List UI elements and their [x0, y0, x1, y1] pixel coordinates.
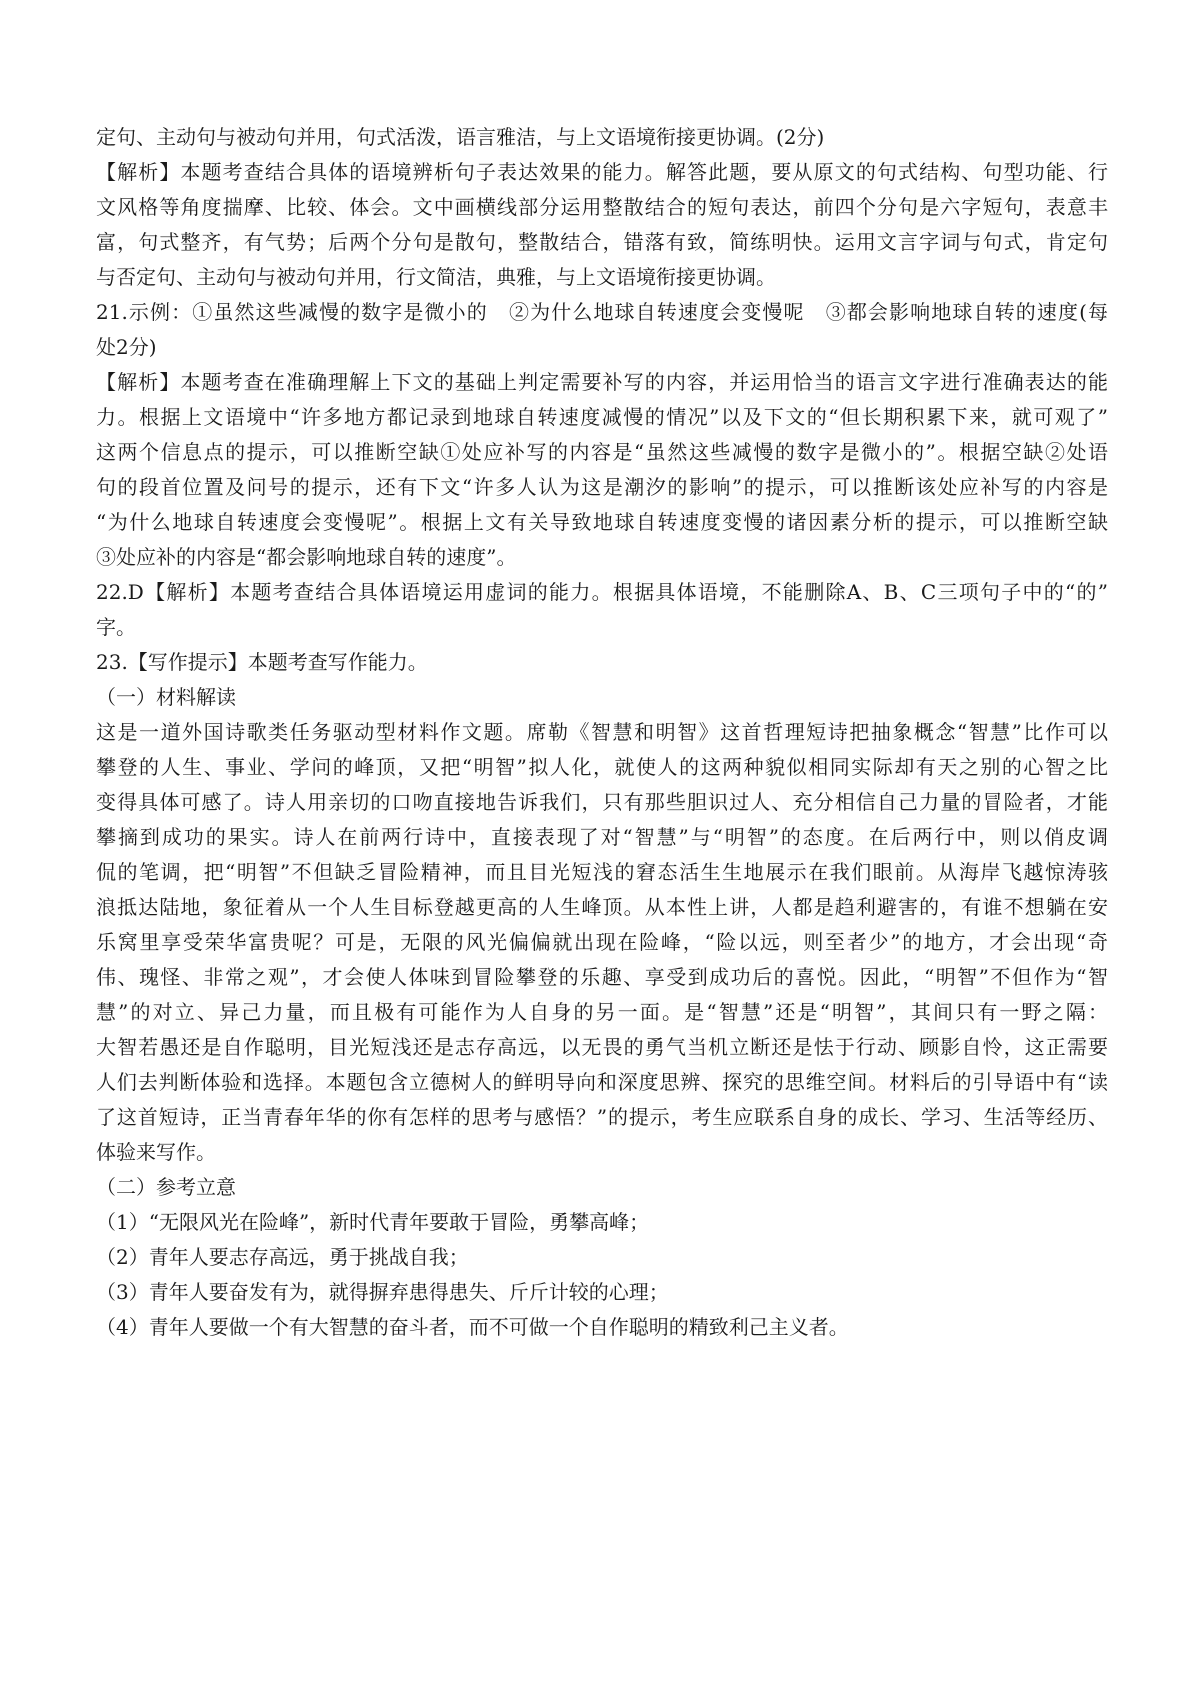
answer-22-line: 字。 [96, 615, 136, 639]
answer-21-line: 处2分) [96, 335, 157, 359]
analysis-20-line: 文风格等角度揣摩、比较、体会。文中画横线部分运用整散结合的短句表达，前四个分句是六字短句，表意丰 [96, 195, 1108, 219]
idea-item: （2）青年人要志存高远，勇于挑战自我； [96, 1245, 469, 1269]
analysis-21-line: 句的段首位置及问号的提示，还有下文“许多人认为这是潮汐的影响”的提示，可以推断该处应补写的内容是 [96, 475, 1108, 499]
analysis-20-line: 【解析】本题考查结合具体的语境辨析句子表达效果的能力。解答此题，要从原文的句式结构、句型功能、行 [96, 160, 1108, 184]
analysis-21-line: 这两个信息点的提示，可以推断空缺①处应补写的内容是“虽然这些减慢的数字是微小的”。根据空缺②处语 [96, 440, 1108, 464]
material-line: 了这首短诗，正当青春年华的你有怎样的思考与感悟？”的提示，考生应联系自身的成长、学习、生活等经历、 [96, 1105, 1108, 1129]
material-line: 浪抵达陆地，象征着从一个人生目标登越更高的人生峰顶。从本性上讲，人都是趋利避害的，有谁不想躺在安 [96, 895, 1108, 919]
material-line: 这是一道外国诗歌类任务驱动型材料作文题。席勒《智慧和明智》这首哲理短诗把抽象概念“智慧”比作可以 [96, 720, 1108, 744]
material-line: 变得具体可感了。诗人用亲切的口吻直接地告诉我们，只有那些胆识过人、充分相信自己力量的冒险者，才能 [96, 790, 1108, 814]
analysis-21-line: 【解析】本题考查在准确理解上下文的基础上判定需要补写的内容，并运用恰当的语言文字进行准确表达的能 [96, 370, 1108, 394]
material-line: 乐窝里享受荣华富贵呢？可是，无限的风光偏偏就出现在险峰，“险以远，则至者少”的地方，才会出现“奇 [96, 930, 1108, 954]
material-line: 攀摘到成功的果实。诗人在前两行诗中，直接表现了对“智慧”与“明智”的态度。在后两行中，则以俏皮调 [96, 825, 1108, 849]
analysis-20-line: 富，句式整齐，有气势；后两个分句是散句，整散结合，错落有致，简练明快。运用文言字词与句式，肯定句 [96, 230, 1108, 254]
idea-item: （1）“无限风光在险峰”，新时代青年要敢于冒险，勇攀高峰； [96, 1210, 650, 1234]
document-page [96, 120, 1108, 1345]
analysis-21-line: 力。根据上文语境中“许多地方都记录到地球自转速度减慢的情况”以及下文的“但长期积累下来，就可观了” [96, 405, 1108, 429]
answer-20-tail: 定句、主动句与被动句并用，句式活泼，语言雅洁，与上文语境衔接更协调。(2分) [96, 125, 825, 149]
answer-23-heading: 23.【写作提示】本题考查写作能力。 [96, 650, 428, 674]
section-heading-material: （一）材料解读 [96, 685, 236, 709]
idea-item: （4）青年人要做一个有大智慧的奋斗者，而不可做一个自作聪明的精致利己主义者。 [96, 1315, 849, 1339]
analysis-20-line: 与否定句、主动句与被动句并用，行文简洁，典雅，与上文语境衔接更协调。 [96, 265, 776, 289]
analysis-21-line: ③处应补的内容是“都会影响地球自转的速度”。 [96, 545, 517, 569]
material-line: 伟、瑰怪、非常之观”，才会使人体味到冒险攀登的乐趣、享受到成功后的喜悦。因此，“明智”不但作为“智 [96, 965, 1108, 989]
idea-item: （3）青年人要奋发有为，就得摒弃患得患失、斤斤计较的心理； [96, 1280, 669, 1304]
material-line: 侃的笔调，把“明智”不但缺乏冒险精神，而且目光短浅的窘态活生生地展示在我们眼前。从海岸飞越惊涛骇 [96, 860, 1108, 884]
material-line: 体验来写作。 [96, 1140, 216, 1164]
section-heading-ideas: （二）参考立意 [96, 1175, 236, 1199]
material-line: 人们去判断体验和选择。本题包含立德树人的鲜明导向和深度思辨、探究的思维空间。材料后的引导语中有“读 [96, 1070, 1108, 1094]
answer-22-line: 22.D【解析】本题考查结合具体语境运用虚词的能力。根据具体语境，不能删除A、B、C三项句子中的“的” [96, 580, 1108, 604]
answer-21-line: 21.示例：①虽然这些减慢的数字是微小的 ②为什么地球自转速度会变慢呢 ③都会影响地球自转的速度(每 [96, 300, 1108, 324]
material-line: 慧”的对立、异己力量，而且极有可能作为人自身的另一面。是“智慧”还是“明智”，其间只有一野之隔： [96, 1000, 1108, 1024]
material-line: 大智若愚还是自作聪明，目光短浅还是志存高远，以无畏的勇气当机立断还是怯于行动、顾影自怜，这正需要 [96, 1035, 1108, 1059]
analysis-21-line: “为什么地球自转速度会变慢呢”。根据上文有关导致地球自转速度变慢的诸因素分析的提示，可以推断空缺 [96, 510, 1108, 534]
material-line: 攀登的人生、事业、学问的峰顶，又把“明智”拟人化，就使人的这两种貌似相同实际却有天之别的心智之比 [96, 755, 1108, 779]
